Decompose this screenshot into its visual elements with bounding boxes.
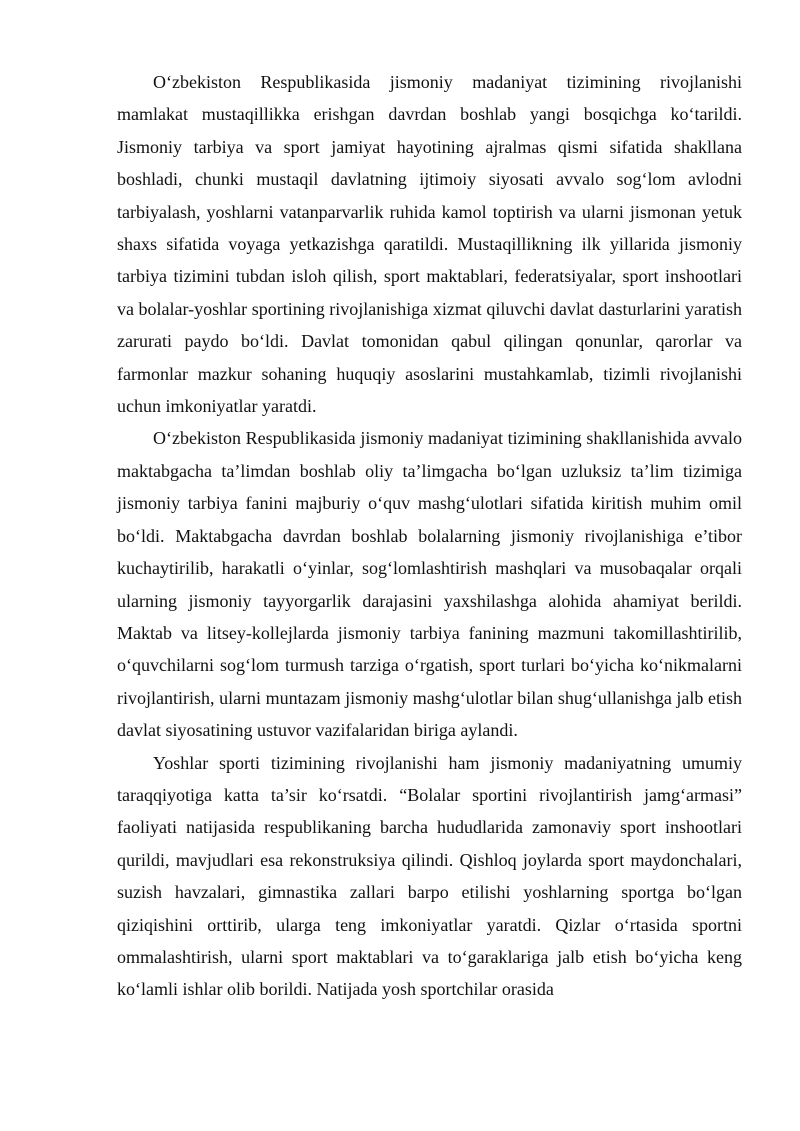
paragraph-2: O‘zbekiston Respublikasida jismoniy madaniyat tizimining shakllanishida avvalo maktabgacha ta’limdan boshlab oliy ta’limgacha bo‘lgan uzluksiz ta’lim tizimiga jismoniy tarbiya fanini majburiy o‘quv mashg‘ulotlari sifatida kiritish muhim omil bo‘ldi. Maktabgacha davrdan boshlab bolalarning jismoniy rivojlanishiga e’tibor kuchaytirilib, harakatli o‘yinlar, sog‘lomlashtirish mashqlari va musobaqalar orqali ularning jismoniy tayyorgarlik darajasini yaxshilashga alohida ahamiyat berildi. Maktab va litsey-kollejlarda jismoniy tarbiya fanining mazmuni takomillashtirilib, o‘quvchilarni sog‘lom turmush tarziga o‘rgatish, sport turlari bo‘yicha ko‘nikmalarni rivojlantirish, ularni muntazam jismoniy mashg‘ulotlar bilan shug‘ullanishga jalb etish davlat siyosatining ustuvor vazifalaridan biriga aylandi. <box>117 428 742 741</box>
paragraph-1: O‘zbekiston Respublikasida jismoniy madaniyat tizimining rivojlanishi mamlakat mustaqillikka erishgan davrdan boshlab yangi bosqichga ko‘tarildi. Jismoniy tarbiya va sport jamiyat hayotining ajralmas qismi sifatida shakllana boshladi, chunki mustaqil davlatning ijtimoiy siyosati avvalo sog‘lom avlodni tarbiyalash, yoshlarni vatanparvarlik ruhida kamol toptirish va ularni jismonan yetuk shaxs sifatida voyaga yetkazishga qaratildi. Mustaqillikning ilk yillarida jismoniy tarbiya tizimini tubdan isloh qilish, sport maktablari, federatsiyalar, sport inshootlari va bolalar-yoshlar sportining rivojlanishiga xizmat qiluvchi davlat dasturlarini yaratish zarurati paydo bo‘ldi. Davlat tomonidan qabul qilingan qonunlar, qarorlar va farmonlar mazkur sohaning huquqiy asoslarini mustahkamlab, tizimli rivojlanishi uchun imkoniyatlar yaratdi. <box>117 72 742 417</box>
document-page <box>117 66 742 1006</box>
paragraph-3: Yoshlar sporti tizimining rivojlanishi ham jismoniy madaniyatning umumiy taraqqiyotiga katta ta’sir ko‘rsatdi. “Bolalar sportini rivojlantirish jamg‘armasi” faoliyati natijasida respublikaning barcha hududlarida zamonaviy sport inshootlari qurildi, mavjudlari esa rekonstruksiya qilindi. Qishloq joylarda sport maydonchalari, suzish havzalari, gimnastika zallari barpo etilishi yoshlarning sportga bo‘lgan qiziqishini orttirib, ularga teng imkoniyatlar yaratdi. Qizlar o‘rtasida sportni ommalashtirish, ularni sport maktablari va to‘garaklariga jalb etish bo‘yicha keng ko‘lamli ishlar olib borildi. Natijada yosh sportchilar orasida <box>117 752 742 1000</box>
